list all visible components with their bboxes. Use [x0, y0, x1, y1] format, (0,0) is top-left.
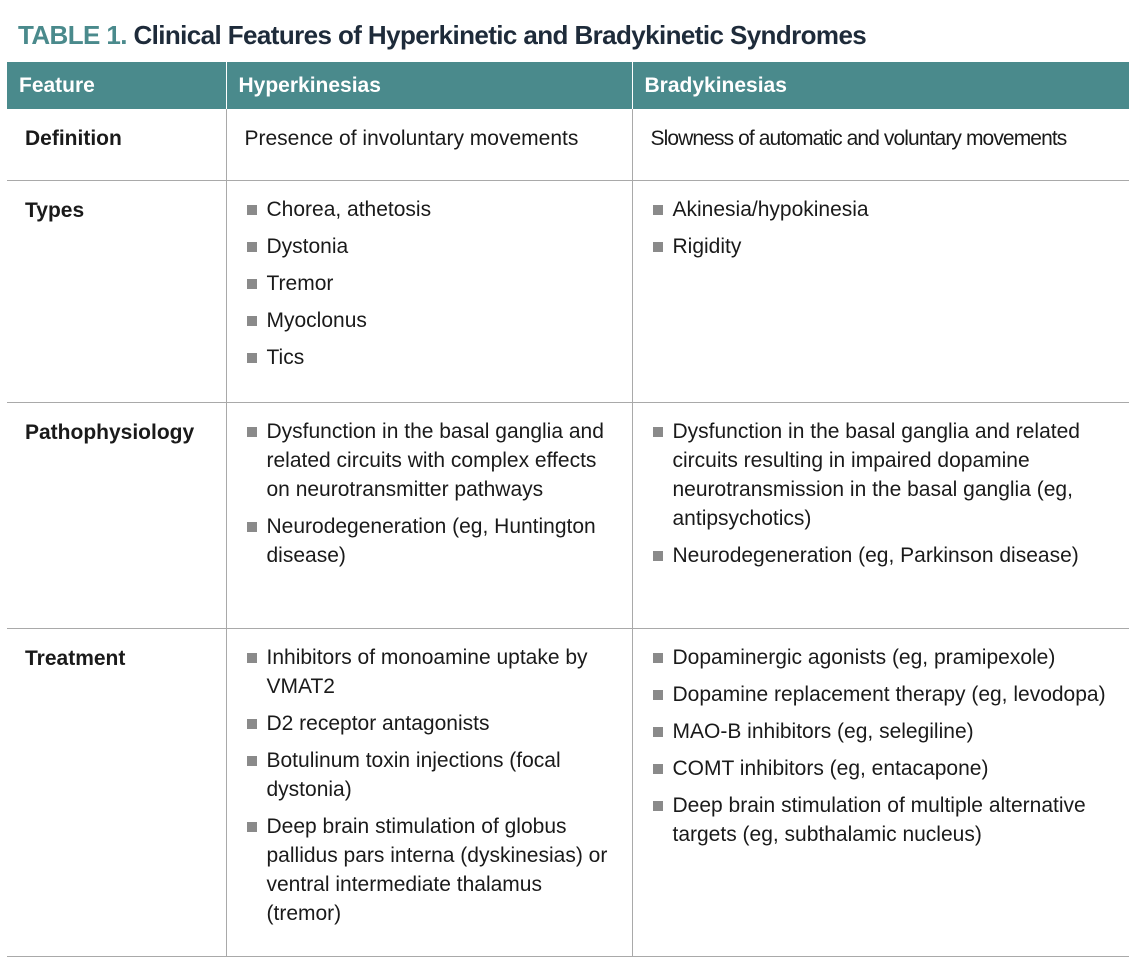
list-item [245, 306, 622, 335]
square-bullet-icon [247, 353, 257, 363]
list-item [651, 232, 1120, 261]
list-item-text: Botulinum toxin injections (focal dystonia) [266, 749, 561, 801]
list-item [245, 417, 622, 504]
square-bullet-icon [653, 242, 663, 252]
list-item-text: Myoclonus [266, 309, 367, 332]
square-bullet-icon [653, 727, 663, 737]
list-item [245, 232, 622, 261]
list-item [651, 417, 1120, 533]
list-item-text: Neurodegeneration (eg, Parkinson disease) [672, 544, 1079, 567]
square-bullet-icon [247, 205, 257, 215]
square-bullet-icon [653, 205, 663, 215]
list-item-text: Inhibitors of monoamine uptake by VMAT2 [266, 646, 588, 698]
list-item [651, 717, 1120, 746]
table-row-treatment [7, 629, 1129, 957]
square-bullet-icon [247, 242, 257, 252]
table-row-pathophysiology [7, 403, 1129, 629]
list-item-text: Dysfunction in the basal ganglia and related circuits resulting in impaired dopamine neurotransmission in the basal ganglia (eg, antipsychotics) [672, 420, 1080, 530]
square-bullet-icon [653, 653, 663, 663]
list-item-text: Tics [266, 346, 305, 369]
clinical-features-table [7, 62, 1129, 957]
feature-cell: Definition [25, 127, 122, 150]
column-header-feature: Feature [7, 62, 226, 109]
square-bullet-icon [247, 756, 257, 766]
list-item [245, 343, 622, 372]
square-bullet-icon [247, 822, 257, 832]
list-item-text: Dystonia [266, 235, 349, 258]
list-item [651, 680, 1120, 709]
hyperkinesias-cell [226, 181, 632, 403]
list-item [245, 709, 622, 738]
table-title: Clinical Features of Hyperkinetic and Bradykinetic Syndromes [133, 20, 867, 50]
list-item [245, 512, 622, 570]
square-bullet-icon [247, 653, 257, 663]
bullet-list [245, 417, 622, 570]
bullet-list [245, 643, 622, 928]
table-label: TABLE 1. [18, 20, 127, 50]
square-bullet-icon [247, 719, 257, 729]
square-bullet-icon [247, 522, 257, 532]
square-bullet-icon [247, 279, 257, 289]
bullet-list [245, 195, 622, 372]
bradykinesias-cell [632, 403, 1129, 629]
list-item-text: Deep brain stimulation of globus pallidus pars interna (dyskinesias) or ventral intermediate thalamus (tremor) [266, 815, 608, 925]
bradykinesias-cell [632, 181, 1129, 403]
list-item-text: COMT inhibitors (eg, entacapone) [672, 757, 989, 780]
hyperkinesias-cell: Presence of involuntary movements [226, 109, 632, 181]
bradykinesias-cell [632, 629, 1129, 957]
list-item-text: Neurodegeneration (eg, Huntington disease) [266, 515, 596, 567]
list-item-text: Dopamine replacement therapy (eg, levodopa) [672, 683, 1106, 706]
bullet-list [651, 195, 1120, 261]
square-bullet-icon [653, 551, 663, 561]
list-item-text: Rigidity [672, 235, 742, 258]
list-item-text: Deep brain stimulation of multiple alternative targets (eg, subthalamic nucleus) [672, 794, 1086, 846]
bullet-list [651, 643, 1120, 849]
list-item-text: MAO-B inhibitors (eg, selegiline) [672, 720, 974, 743]
column-header-hyperkinesias: Hyperkinesias [226, 62, 632, 109]
list-item [651, 643, 1120, 672]
table-row-definition [7, 109, 1129, 181]
square-bullet-icon [247, 316, 257, 326]
list-item-text: Dopaminergic agonists (eg, pramipexole) [672, 646, 1056, 669]
list-item [245, 812, 622, 928]
list-item-text: Akinesia/hypokinesia [672, 198, 869, 221]
table-caption [18, 20, 866, 51]
hyperkinesias-cell [226, 403, 632, 629]
list-item [245, 643, 622, 701]
feature-cell: Treatment [7, 629, 226, 957]
list-item [651, 754, 1120, 783]
feature-cell: Types [7, 181, 226, 403]
list-item-text: Dysfunction in the basal ganglia and related circuits with complex effects on neurotransmitter pathways [266, 420, 604, 501]
list-item [651, 791, 1120, 849]
list-item [651, 541, 1120, 570]
feature-cell: Pathophysiology [7, 403, 226, 629]
table-row-types [7, 181, 1129, 403]
list-item [651, 195, 1120, 224]
square-bullet-icon [653, 801, 663, 811]
bullet-list [651, 417, 1120, 570]
list-item-text: D2 receptor antagonists [266, 712, 490, 735]
list-item-text: Chorea, athetosis [266, 198, 432, 221]
header-row [7, 62, 1129, 109]
list-item [245, 195, 622, 224]
square-bullet-icon [653, 764, 663, 774]
square-bullet-icon [653, 690, 663, 700]
square-bullet-icon [247, 427, 257, 437]
column-header-bradykinesias: Bradykinesias [632, 62, 1129, 109]
list-item-text: Tremor [266, 272, 334, 295]
list-item [245, 746, 622, 804]
bradykinesias-cell: Slowness of automatic and voluntary movements [632, 109, 1129, 181]
square-bullet-icon [653, 427, 663, 437]
hyperkinesias-cell [226, 629, 632, 957]
list-item [245, 269, 622, 298]
